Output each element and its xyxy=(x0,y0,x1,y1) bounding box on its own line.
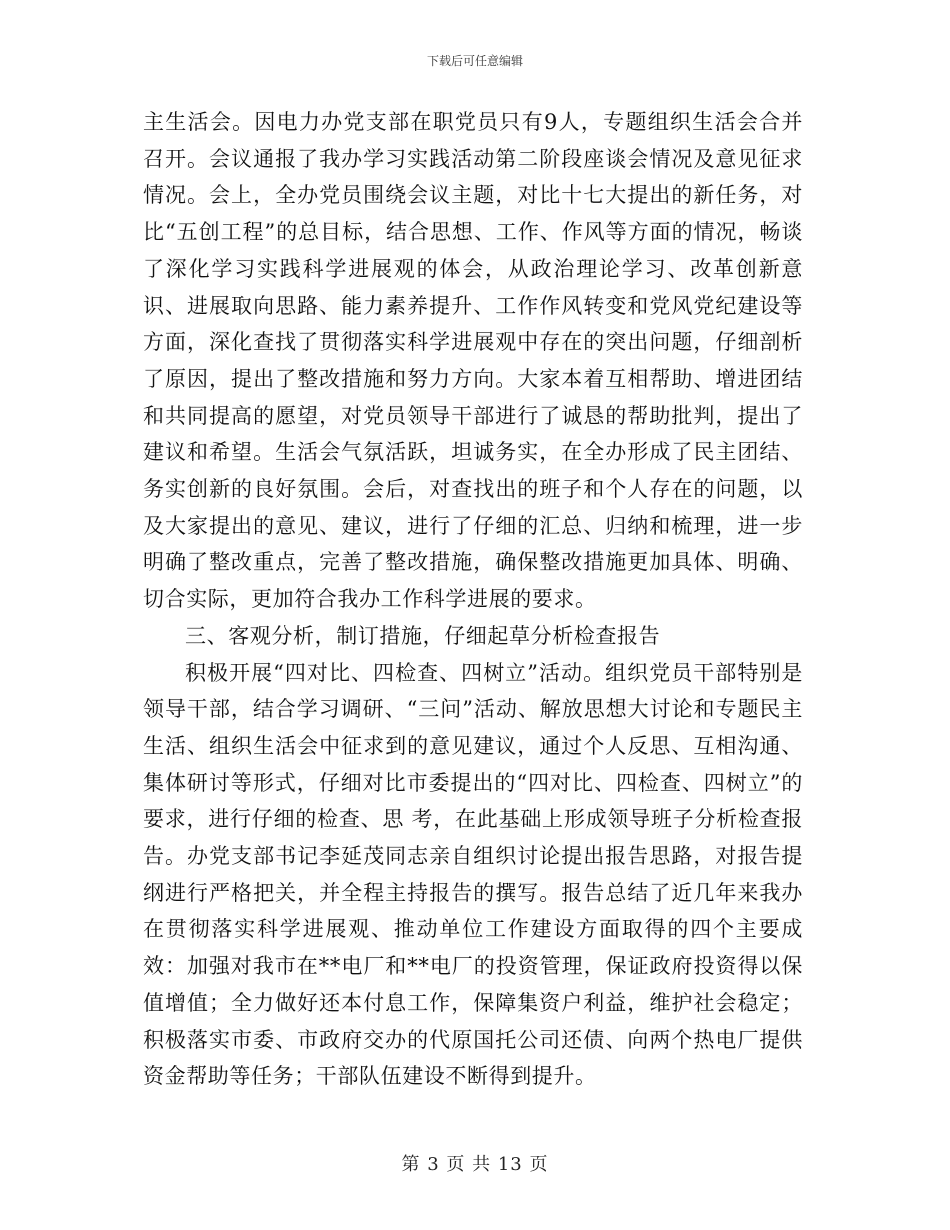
page-number: 第 3 页 共 13 页 xyxy=(401,1154,549,1175)
paragraph: 积极开展“四对比、四检查、四树立”活动。组织党员干部特别是领导干部，结合学习调研、“三问”活动、解放思想大讨论和专题民主生活、组织生活会中征求到的意见建议，通过个人反思、互相沟通、集体研讨等形式，仔细对比市委提出的“四对比、四检查、四树立”的要求，进行仔细的检查、思 考，在此基础上形成领导班子分析检查报告。办党支部书记李延茂同志亲自组织讨论提出报告思路，对报告提纲进行严格把关，并全程主持报告的撰写。报告总结了近几年来我办在贯彻落实科学进展观、推动单位工作建设方面取得的四个主要成效：加强对我市在**电厂和**电厂的投资管理，保证政府投资得以保值增值；全力做好还本付息工作，保障集资户利益，维护社会稳定；积极落实市委、市政府交办的代原国托公司还债、向两个热电厂提供资金帮助等任务；干部队伍建设不断得到提升。 xyxy=(143,660,803,1089)
paragraph-continuation: 主生活会。因电力办党支部在职党员只有9人，专题组织生活会合并召开。会议通报了我办学习实践活动第二阶段座谈会情况及意见征求情况。会上，全办党员围绕会议主题，对比十七大提出的新任务，对比“五创工程”的总目标，结合思想、工作、作风等方面的情况，畅谈了深化学习实践科学进展观的体会，从政治理论学习、改革创新意识、进展取向思路、能力素养提升、工作作风转变和党风党纪建设等方面，深化查找了贯彻落实科学进展观中存在的突出问题，仔细剖析了原因，提出了整改措施和努力方向。大家本着互相帮助、增进团结和共同提高的愿望，对党员领导干部进行了诚恳的帮助批判，提出了建议和希望。生活会气氛活跃，坦诚务实，在全办形成了民主团结、务实创新的良好氛围。会后，对查找出的班子和个人存在的问题，以及大家提出的意见、建议，进行了仔细的汇总、归纳和梳理，进一步明确了整改重点，完善了整改措施，确保整改措施更加具体、明确、切合实际，更加符合我办工作科学进展的要求。 xyxy=(143,110,803,612)
document-body xyxy=(143,104,803,1095)
section-heading: 三、客观分析，制订措施，仔细起草分析检查报告 xyxy=(185,623,661,648)
page-header: 下载后可任意编辑 xyxy=(426,54,523,68)
